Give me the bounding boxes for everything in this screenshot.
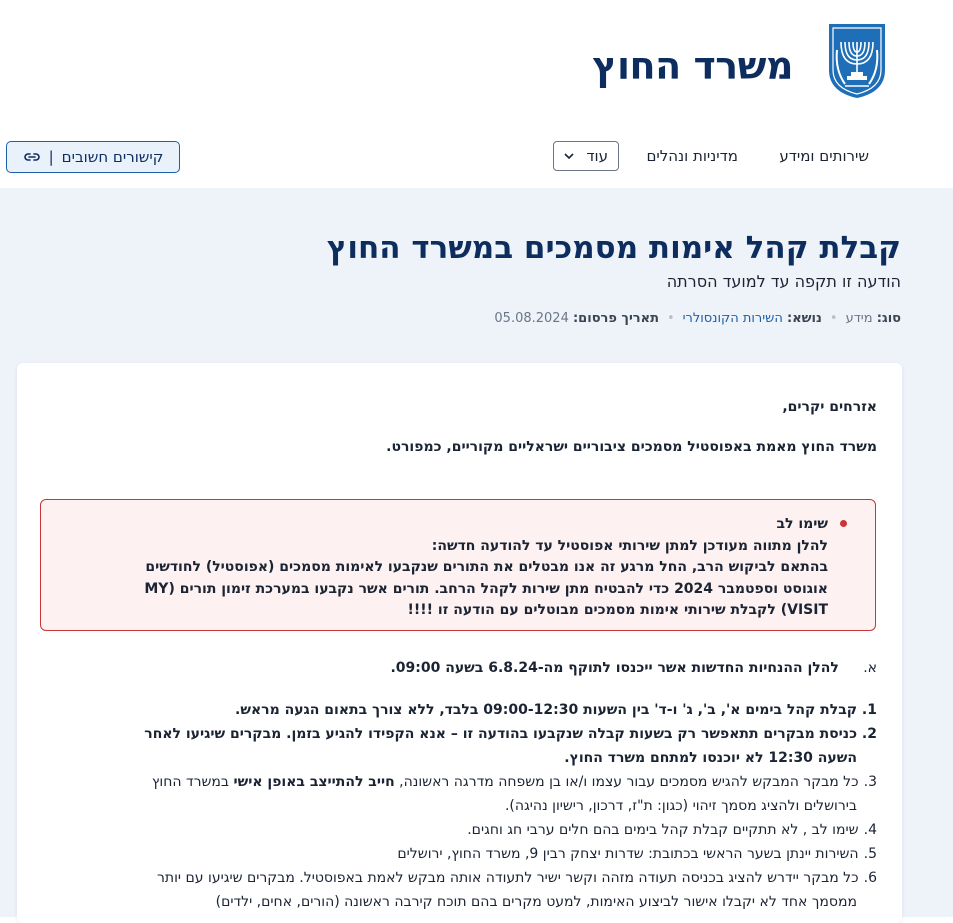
section-a-heading	[390, 660, 877, 676]
important-links-label: קישורים חשובים	[61, 148, 164, 166]
important-links-button[interactable]	[6, 141, 180, 173]
chevron-down-icon	[564, 153, 574, 160]
section-a-text: להלן ההנחיות החדשות אשר ייכנסו לתוקף מה-6.8.24 בשעה 09:00.	[390, 660, 839, 676]
meta-separator: •	[829, 311, 838, 326]
rule-item: 4. שימו לב , לא תתקיים קבלת קהל בימים בהם חלים ערבי חג וחגים.	[467, 822, 877, 838]
section-a-letter: א.	[863, 660, 877, 676]
site-header	[0, 0, 953, 188]
alert-line: בהתאם לביקוש הרב, החל מרגע זה אנו מבטלים את התורים שנקבעו לאימות מסמכים (אפוסטיל) לחודשים	[145, 559, 828, 575]
alert-text	[48, 514, 828, 622]
rule-item: 5. השירות יינתן בשער הראשי בכתובת: שדרות יצחק רבין 9, משרד החוץ, ירושלים	[397, 846, 877, 862]
nav-item-policy[interactable]: מדיניות ונהלים	[646, 147, 738, 165]
site-title[interactable]: משרד החוץ	[592, 44, 793, 88]
meta-separator: •	[666, 311, 675, 326]
intro-text: משרד החוץ מאמת באפוסטיל מסמכים ציבוריים ישראליים מקוריים, כמפורט.	[386, 439, 877, 455]
rule-item: 3. כל מבקר המבקש להגיש מסמכים עבור עצמו ו/או בן משפחה מדרגה ראשונה, חייב להתייצב באופן אישי במשרד החוץ	[151, 774, 877, 790]
state-emblem-icon[interactable]	[825, 20, 889, 100]
alert-title: שימו לב	[776, 516, 828, 532]
alert-line: להלן מתווה מעודכן למתן שירותי אפוסטיל עד להודעה חדשה:	[431, 537, 828, 554]
page-meta	[494, 311, 901, 326]
meta-date: תאריך פרסום: 05.08.2024	[494, 311, 659, 326]
page-title: קבלת קהל אימות מסמכים במשרד החוץ	[326, 230, 901, 266]
meta-type: סוג: מידע	[845, 311, 901, 326]
alert-bullet-icon	[840, 520, 847, 527]
more-dropdown[interactable]	[553, 141, 619, 171]
page-subtitle: הודעה זו תקפה עד למועד הסרתה	[666, 272, 901, 291]
rule-item: 2. כניסת מבקרים תתאפשר רק בשעות קבלה שנקבעו בהודעה זו – אנא הקפידו להגיע בזמן. מבקרים שיגיעו לאחר	[144, 726, 877, 742]
link-icon	[23, 151, 41, 163]
alert-line: אוגוסט וספטמבר 2024 כדי להבטיח מתן שירות לקהל הרחב. תורים אשר נקבעו במערכת זימון תורים (MY	[144, 580, 828, 597]
rule-item-continued: השעה 12:30 לא יוכנסו למתחם משרד החוץ.	[564, 750, 857, 766]
rule-item: 1. קבלת קהל בימים א', ב', ג' ו-ד' בין השעות 09:00-12:30 בלבד, ללא צורך בתאום הגעה מראש.	[235, 702, 877, 718]
meta-topic-link[interactable]: השירות הקונסולרי	[682, 311, 783, 326]
alert-box	[40, 499, 876, 631]
alert-line: VISIT) לקבלת שירותי אימות מסמכים מבוטלים עם הודעה זו !!!!	[407, 602, 828, 618]
nav-item-services[interactable]: שירותים ומידע	[779, 147, 869, 165]
rule-item-continued: בירושלים ולהציג מסמך זיהוי (כגון: ת"ז, דרכון, רישיון נהיגה).	[504, 798, 857, 814]
more-dropdown-label: עוד	[586, 147, 608, 165]
meta-topic: נושא: השירות הקונסולרי	[682, 311, 822, 326]
greeting: אזרחים יקרים,	[782, 399, 877, 415]
rule-item-continued: ממסמך אחד לא יקבלו אישור לביצוע האימות, למעט מקרים בהם תוכח קירבה ראשונה (הורים, אחים, ילדים)	[215, 894, 857, 910]
separator: |	[48, 148, 54, 166]
rule-item: 6. כל מבקר יידרש להציג בכניסה תעודה מזהה וקשר ישיר לתעודה אותה מבקש לאמת באפוסטיל. מבקרים שיגיעו עם יותר	[157, 870, 877, 886]
